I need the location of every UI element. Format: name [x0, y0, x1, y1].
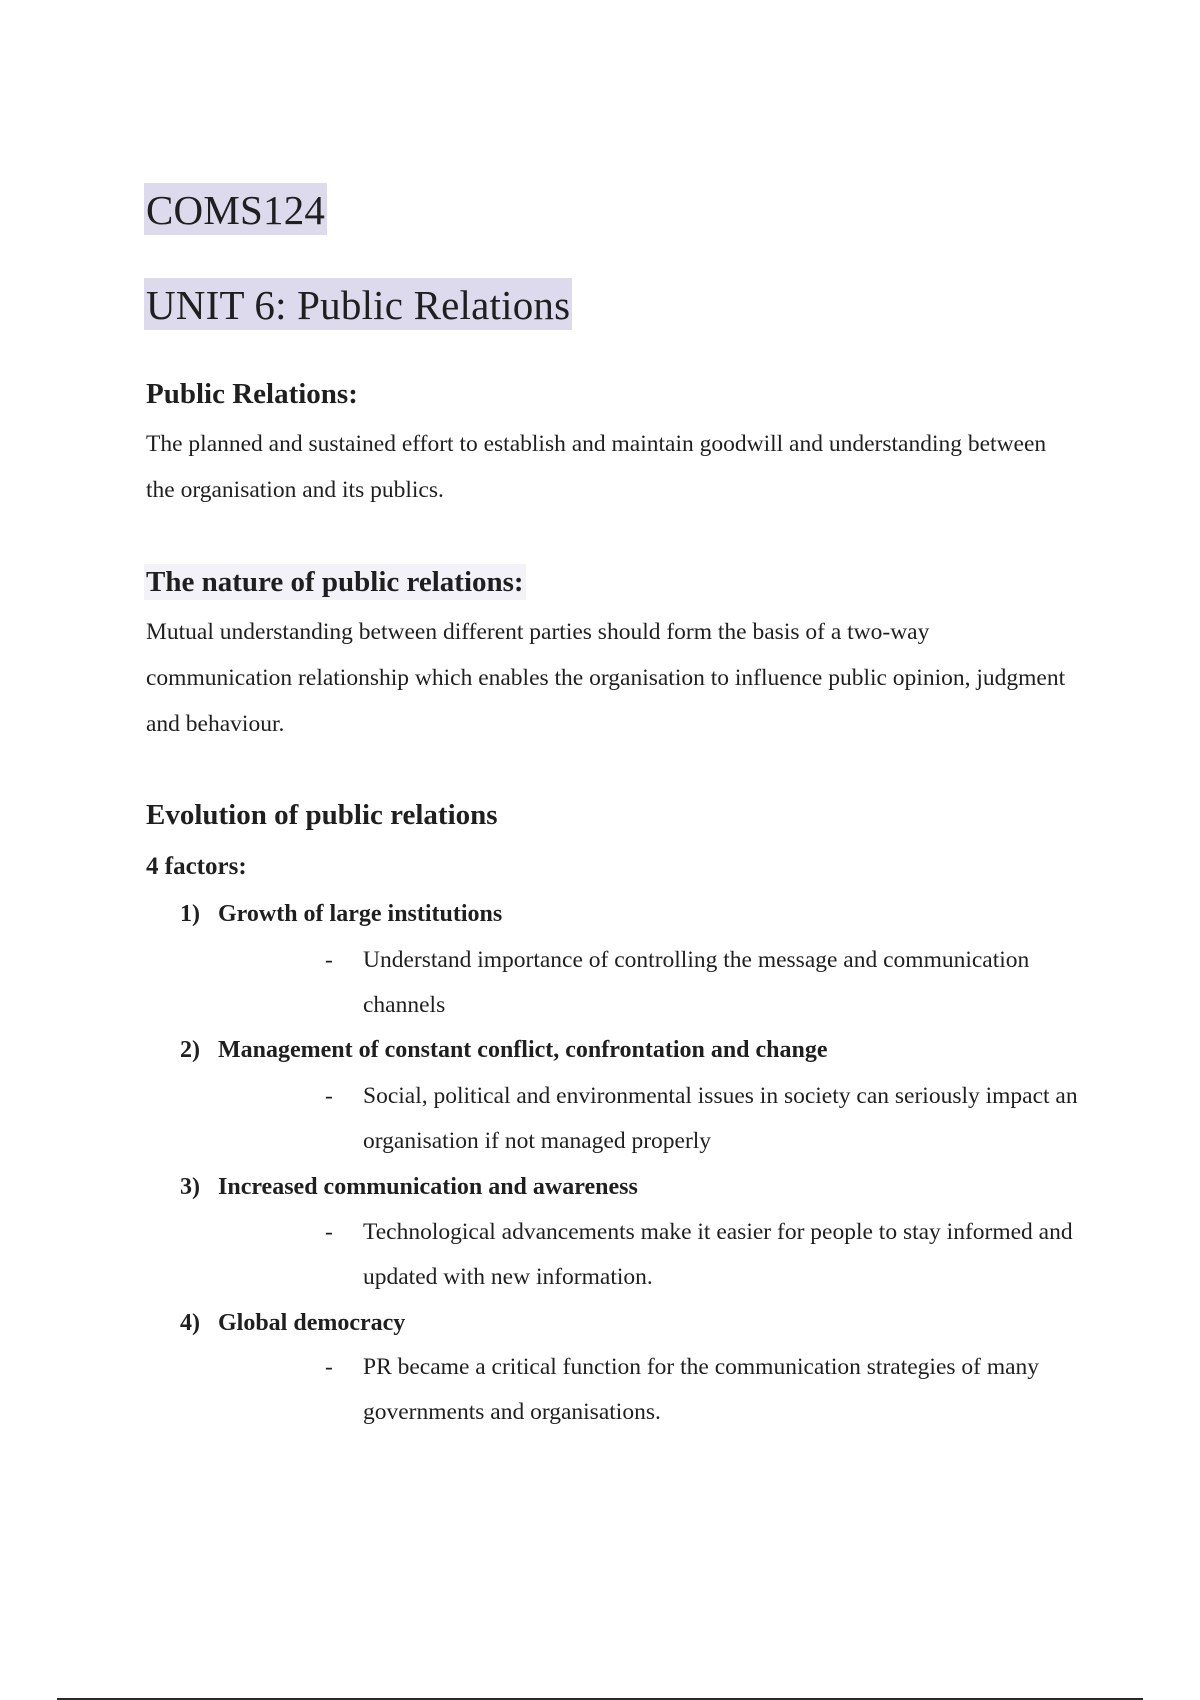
unit-title-text: UNIT 6: Public Relations: [144, 278, 572, 330]
section-heading-nature: The nature of public relations:: [146, 566, 524, 598]
factor-number: 1): [180, 901, 200, 927]
factor-detail-text: Technological advancements make it easier for people to stay informed and updated with new information.: [363, 1219, 1073, 1290]
factor-detail-4: [325, 1345, 1085, 1435]
factor-detail-3: [325, 1210, 1085, 1300]
factor-item-1: [180, 897, 502, 931]
section-heading-evolution: Evolution of public relations: [146, 799, 498, 831]
definition-paragraph: The planned and sustained effort to establish and maintain goodwill and understanding between the organisation and its publics.: [146, 431, 1047, 503]
dash-bullet: -: [325, 1354, 333, 1380]
factor-detail-text: Social, political and environmental issues in society can seriously impact an organisation if not managed properly: [363, 1083, 1078, 1154]
factor-title: Growth of large institutions: [218, 901, 503, 927]
factor-item-4: [180, 1306, 405, 1340]
factor-detail-text: PR became a critical function for the communication strategies of many governments and organisations.: [363, 1354, 1040, 1425]
section-heading-public-relations: Public Relations:: [146, 378, 358, 410]
factor-number: 2): [180, 1037, 200, 1063]
factor-number: 4): [180, 1310, 200, 1336]
factor-item-2: [180, 1033, 828, 1067]
dash-bullet: -: [325, 1219, 333, 1245]
unit-title: [146, 278, 572, 330]
factors-count-label: 4 factors:: [146, 853, 247, 880]
factor-detail-text: Understand importance of controlling the message and communication channels: [363, 947, 1030, 1018]
factor-title: Increased communication and awareness: [218, 1174, 638, 1200]
nature-paragraph: Mutual understanding between different parties should form the basis of a two-way communication relationship which enables the organisation to influence public opinion, judgment and behaviour.: [146, 619, 1066, 737]
factor-item-3: [180, 1170, 638, 1204]
factor-number: 3): [180, 1174, 200, 1200]
factor-title: Global democracy: [218, 1310, 406, 1336]
factor-detail-1: [325, 938, 1085, 1028]
dash-bullet: -: [325, 947, 333, 973]
dash-bullet: -: [325, 1083, 333, 1109]
course-code-text: COMS124: [144, 183, 327, 235]
factor-title: Management of constant conflict, confrontation and change: [218, 1037, 828, 1063]
course-code-title: [146, 183, 327, 235]
factor-detail-2: [325, 1074, 1085, 1164]
